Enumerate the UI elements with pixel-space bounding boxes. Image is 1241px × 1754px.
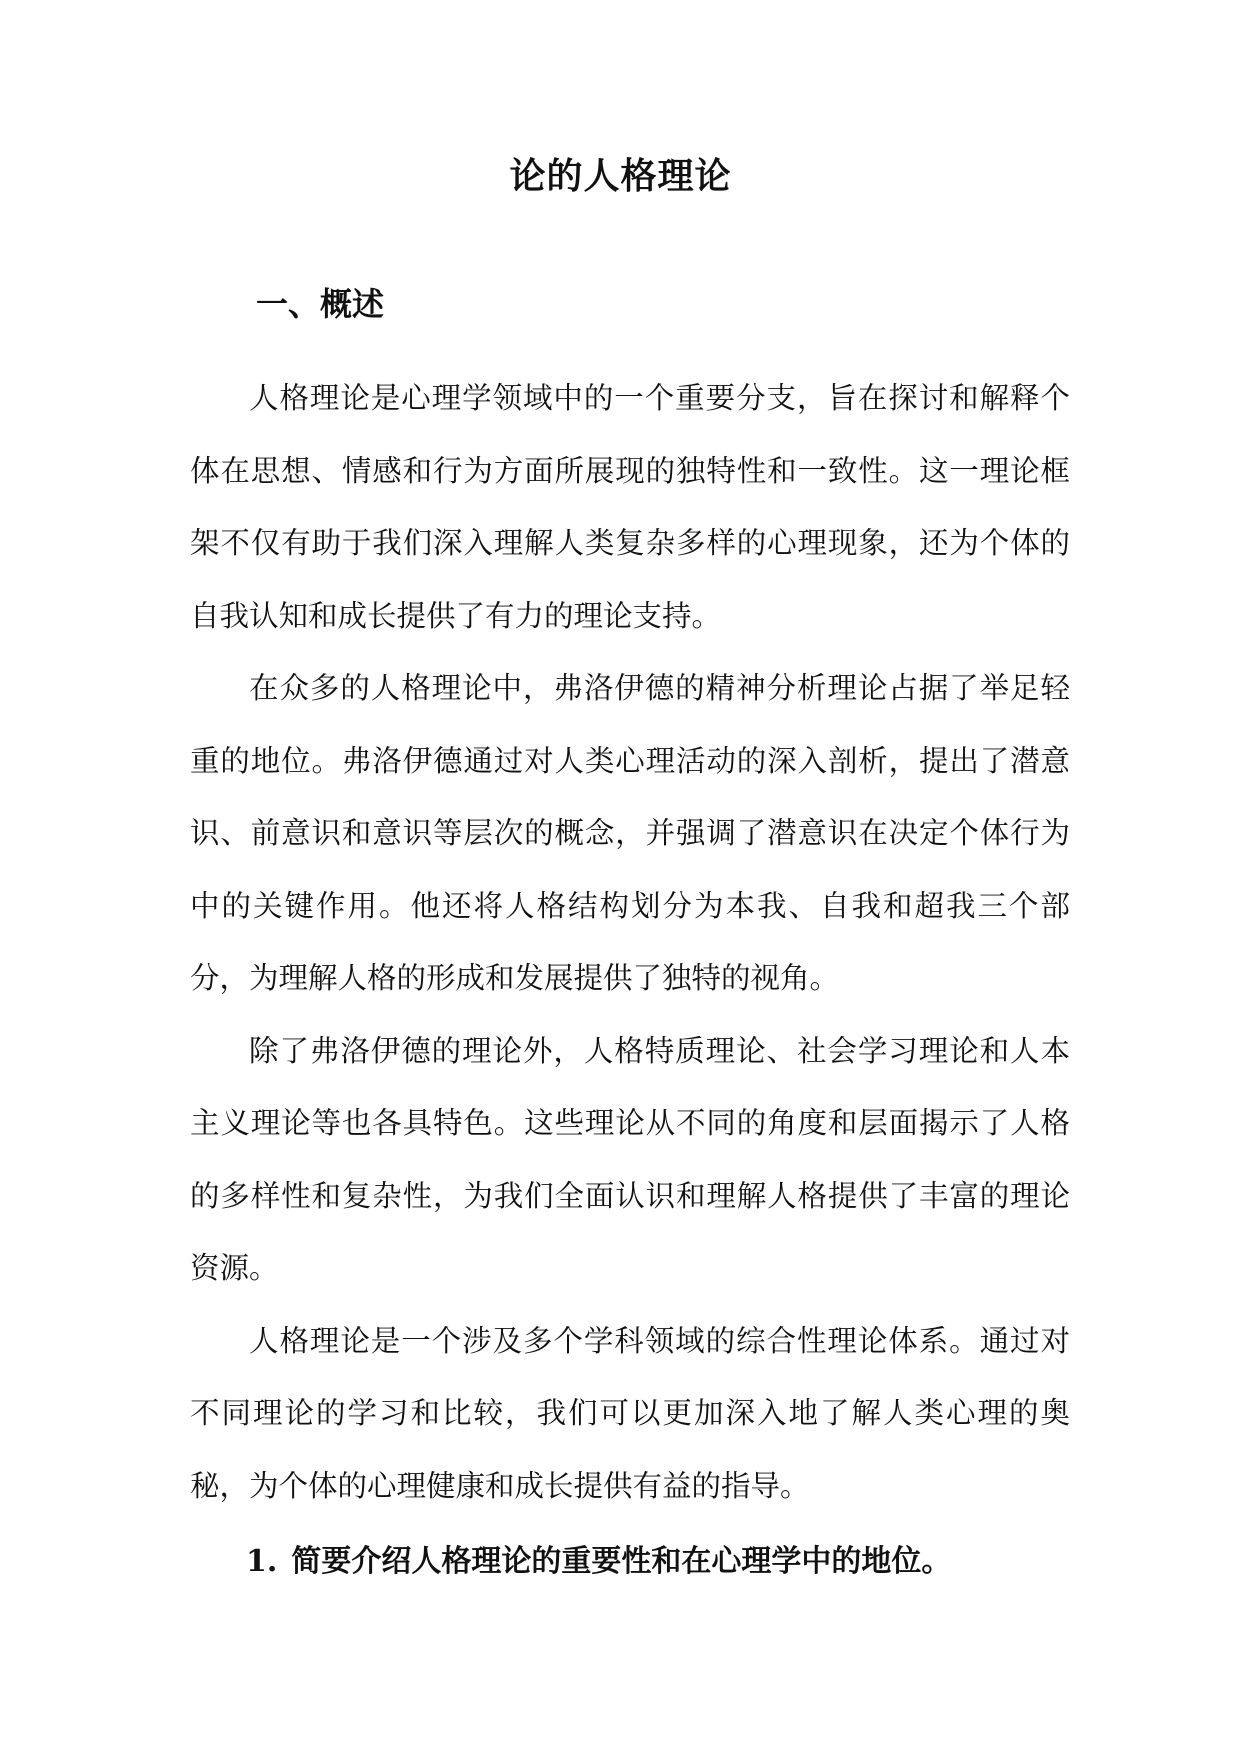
body-text: [190, 362, 1070, 1522]
section-heading: 一、概述: [256, 285, 385, 323]
document-title: 论的人格理论: [509, 155, 732, 197]
subheading-text: 简要介绍人格理论的重要性和在心理学中的地位。: [291, 1544, 952, 1579]
subheading-number: 1.: [246, 1544, 278, 1579]
numbered-subheading: [246, 1542, 951, 1582]
paragraph: 人格理论是心理学领域中的一个重要分支，旨在探讨和解释个体在思想、情感和行为方面所展现的独特性和一致性。这一理论框架不仅有助于我们深入理解人类复杂多样的心理现象，还为个体的自我认知和成长提供了有力的理论支持。: [190, 381, 1070, 633]
paragraph: 人格理论是一个涉及多个学科领域的综合性理论体系。通过对不同理论的学习和比较，我们可以更加深入地了解人类心理的奥秘，为个体的心理健康和成长提供有益的指导。: [190, 1323, 1070, 1503]
paragraph: 除了弗洛伊德的理论外，人格特质理论、社会学习理论和人本主义理论等也各具特色。这些理论从不同的角度和层面揭示了人格的多样性和复杂性，为我们全面认识和理解人格提供了丰富的理论资源。: [190, 1033, 1070, 1285]
paragraph: 在众多的人格理论中，弗洛伊德的精神分析理论占据了举足轻重的地位。弗洛伊德通过对人类心理活动的深入剖析，提出了潜意识、前意识和意识等层次的概念，并强调了潜意识在决定个体行为中的关键作用。他还将人格结构划分为本我、自我和超我三个部分，为理解人格的形成和发展提供了独特的视角。: [190, 671, 1070, 995]
